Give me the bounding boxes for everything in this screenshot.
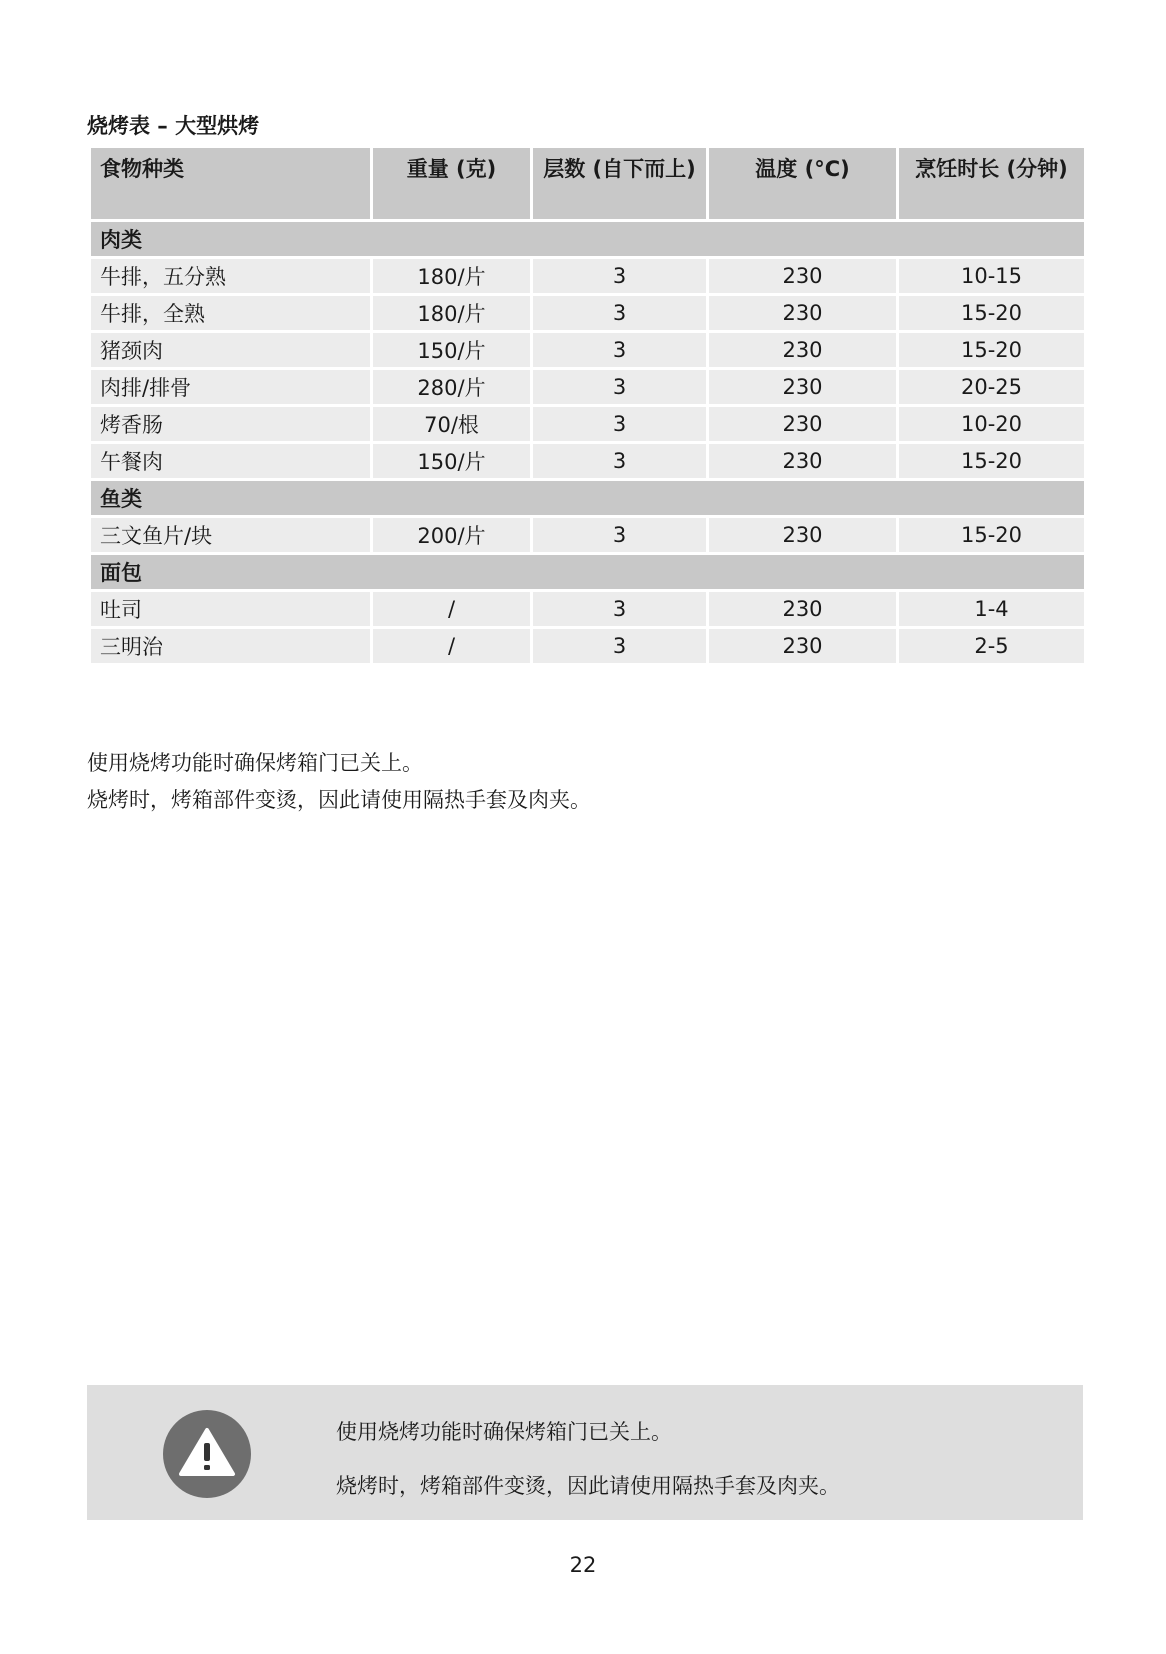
cell-food: 午餐肉 [90, 443, 372, 480]
notes [87, 745, 591, 819]
table-row [90, 406, 1086, 443]
cell-food: 三明治 [90, 628, 372, 665]
cell-weight: 150/片 [372, 332, 532, 369]
header-temperature: 温度 (°C) [708, 147, 898, 221]
cell-weight: / [372, 591, 532, 628]
cell-level: 3 [532, 369, 708, 406]
cell-temperature: 230 [708, 406, 898, 443]
header-level: 层数 (自下而上) [532, 147, 708, 221]
cell-time: 20-25 [898, 369, 1086, 406]
cell-weight: 70/根 [372, 406, 532, 443]
table-row [90, 591, 1086, 628]
cell-time: 15-20 [898, 517, 1086, 554]
cell-food: 牛排，五分熟 [90, 258, 372, 295]
table-row [90, 295, 1086, 332]
cell-time: 10-20 [898, 406, 1086, 443]
warning-line: 使用烧烤功能时确保烤箱门已关上。 [336, 1420, 672, 1444]
table-row [90, 443, 1086, 480]
cell-food: 三文鱼片/块 [90, 517, 372, 554]
page-number: 22 [569, 1553, 597, 1577]
cell-temperature: 230 [708, 332, 898, 369]
cell-level: 3 [532, 628, 708, 665]
table-row [90, 628, 1086, 665]
section-row-meat [90, 221, 1086, 258]
page-title: 烧烤表 – 大型烘烤 [87, 114, 260, 138]
cell-weight: 180/片 [372, 258, 532, 295]
cell-level: 3 [532, 443, 708, 480]
cell-level: 3 [532, 295, 708, 332]
cell-weight: 150/片 [372, 443, 532, 480]
cell-time: 10-15 [898, 258, 1086, 295]
table-header-row [90, 147, 1086, 221]
cell-food: 吐司 [90, 591, 372, 628]
cell-food: 牛排，全熟 [90, 295, 372, 332]
section-label: 面包 [90, 554, 1086, 591]
header-weight: 重量 (克) [372, 147, 532, 221]
header-food-type: 食物种类 [90, 147, 372, 221]
table-row [90, 332, 1086, 369]
cell-weight: / [372, 628, 532, 665]
cell-level: 3 [532, 258, 708, 295]
cell-level: 3 [532, 332, 708, 369]
cell-temperature: 230 [708, 369, 898, 406]
cell-time: 15-20 [898, 332, 1086, 369]
warning-text [336, 1405, 840, 1513]
cell-weight: 200/片 [372, 517, 532, 554]
cell-food: 猪颈肉 [90, 332, 372, 369]
section-label: 鱼类 [90, 480, 1086, 517]
cell-time: 15-20 [898, 443, 1086, 480]
table-row [90, 517, 1086, 554]
cell-time: 2-5 [898, 628, 1086, 665]
header-cooking-time: 烹饪时长 (分钟) [898, 147, 1086, 221]
cell-level: 3 [532, 591, 708, 628]
cell-level: 3 [532, 406, 708, 443]
cell-temperature: 230 [708, 295, 898, 332]
grilling-table [88, 145, 1087, 666]
cell-temperature: 230 [708, 628, 898, 665]
note-line: 烧烤时，烤箱部件变烫，因此请使用隔热手套及肉夹。 [87, 788, 591, 812]
cell-temperature: 230 [708, 517, 898, 554]
cell-temperature: 230 [708, 591, 898, 628]
table-row [90, 258, 1086, 295]
warning-box [87, 1385, 1083, 1520]
cell-level: 3 [532, 517, 708, 554]
cell-weight: 180/片 [372, 295, 532, 332]
section-row-bread [90, 554, 1086, 591]
cell-time: 15-20 [898, 295, 1086, 332]
table-row [90, 369, 1086, 406]
note-line: 使用烧烤功能时确保烤箱门已关上。 [87, 751, 423, 775]
section-label: 肉类 [90, 221, 1086, 258]
cell-food: 烤香肠 [90, 406, 372, 443]
cell-weight: 280/片 [372, 369, 532, 406]
cell-food: 肉排/排骨 [90, 369, 372, 406]
cell-time: 1-4 [898, 591, 1086, 628]
warning-line: 烧烤时，烤箱部件变烫，因此请使用隔热手套及肉夹。 [336, 1474, 840, 1498]
cell-temperature: 230 [708, 443, 898, 480]
section-row-fish [90, 480, 1086, 517]
warning-triangle-icon [163, 1410, 251, 1498]
cell-temperature: 230 [708, 258, 898, 295]
